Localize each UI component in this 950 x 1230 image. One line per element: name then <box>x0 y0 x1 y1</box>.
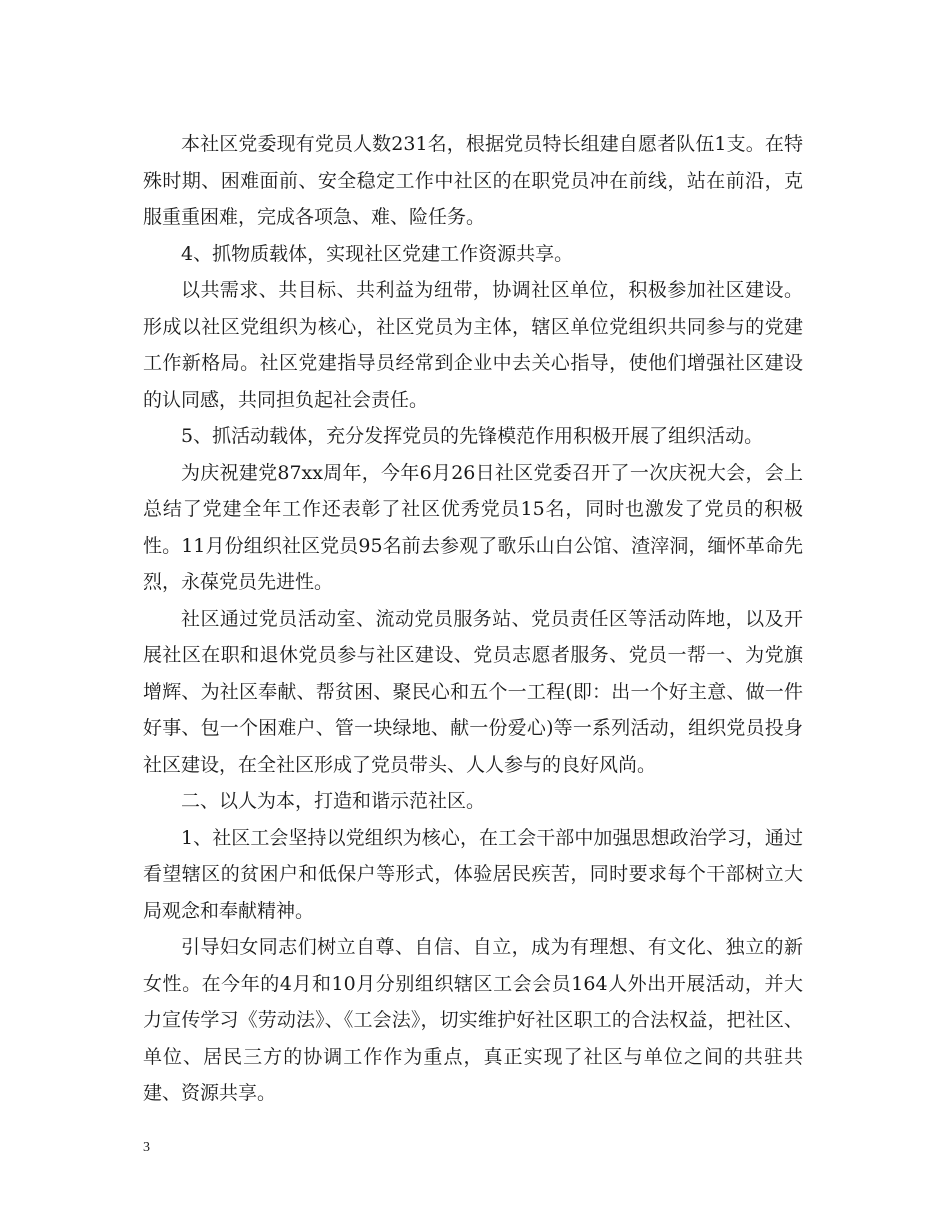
paragraph-heading-activity-carrier: 5、抓活动载体，充分发挥党员的先锋模范作用积极开展了组织活动。 <box>181 425 764 447</box>
paragraph-volunteers: 本社区党委现有党员人数231名，根据党员特长组建自愿者队伍1支。在特殊时期、困难面前、安全稳定工作中社区的在职党员冲在前线，站在前沿，克服重重困难，完成各项急、难、险任务。 <box>143 133 803 228</box>
paragraph-co-building: 以共需求、共目标、共利益为纽带，协调社区单位，积极参加社区建设。形成以社区党组织为核心，社区党员为主体，辖区单位党组织共同参与的党建工作新格局。社区党建指导员经常到企业中去关心指导，使他们增强社区建设的认同感，共同担负起社会责任。 <box>143 279 803 411</box>
paragraph-women: 引导妇女同志们树立自尊、自信、自立，成为有理想、有文化、独立的新女性。在今年的4月和10月分别组织辖区工会会员164人外出开展活动，并大力宣传学习《劳动法》、《工会法》，切实维护好社区职工的合法权益，把社区、单位、居民三方的协调工作作为重点，真正实现了社区与单位之间的共驻共建、资源共享。 <box>143 936 803 1104</box>
document-body <box>143 126 803 1112</box>
paragraph-activity-venues: 社区通过党员活动室、流动党员服务站、党员责任区等活动阵地，以及开展社区在职和退休党员参与社区建设、党员志愿者服务、党员一帮一、为党旗增辉、为社区奉献、帮贫困、聚民心和五个一工程(即：出一个好主意、做一件好事、包一个困难户、管一块绿地、献一份爱心)等一系列活动，组织党员投身社区建设，在全社区形成了党员带头、人人参与的良好风尚。 <box>143 607 803 776</box>
paragraph-heading-people-oriented: 二、以人为本，打造和谐示范社区。 <box>181 790 486 812</box>
paragraph-heading-material-carrier: 4、抓物质载体，实现社区党建工作资源共享。 <box>181 242 574 265</box>
paragraph-trade-union: 1、社区工会坚持以党组织为核心，在工会干部中加强思想政治学习，通过看望辖区的贫困户和低保户等形式，体验居民疾苦，同时要求每个干部树立大局观念和奉献精神。 <box>143 826 803 922</box>
paragraph-celebration: 为庆祝建党87xx周年，今年6月26日社区党委召开了一次庆祝大会，会上总结了党建全年工作还表彰了社区优秀党员15名，同时也激发了党员的积极性。11月份组织社区党员95名前去参观了歌乐山白公馆、渣滓洞，缅怀革命先烈，永葆党员先进性。 <box>143 461 803 593</box>
page-number: 3 <box>143 1140 150 1155</box>
